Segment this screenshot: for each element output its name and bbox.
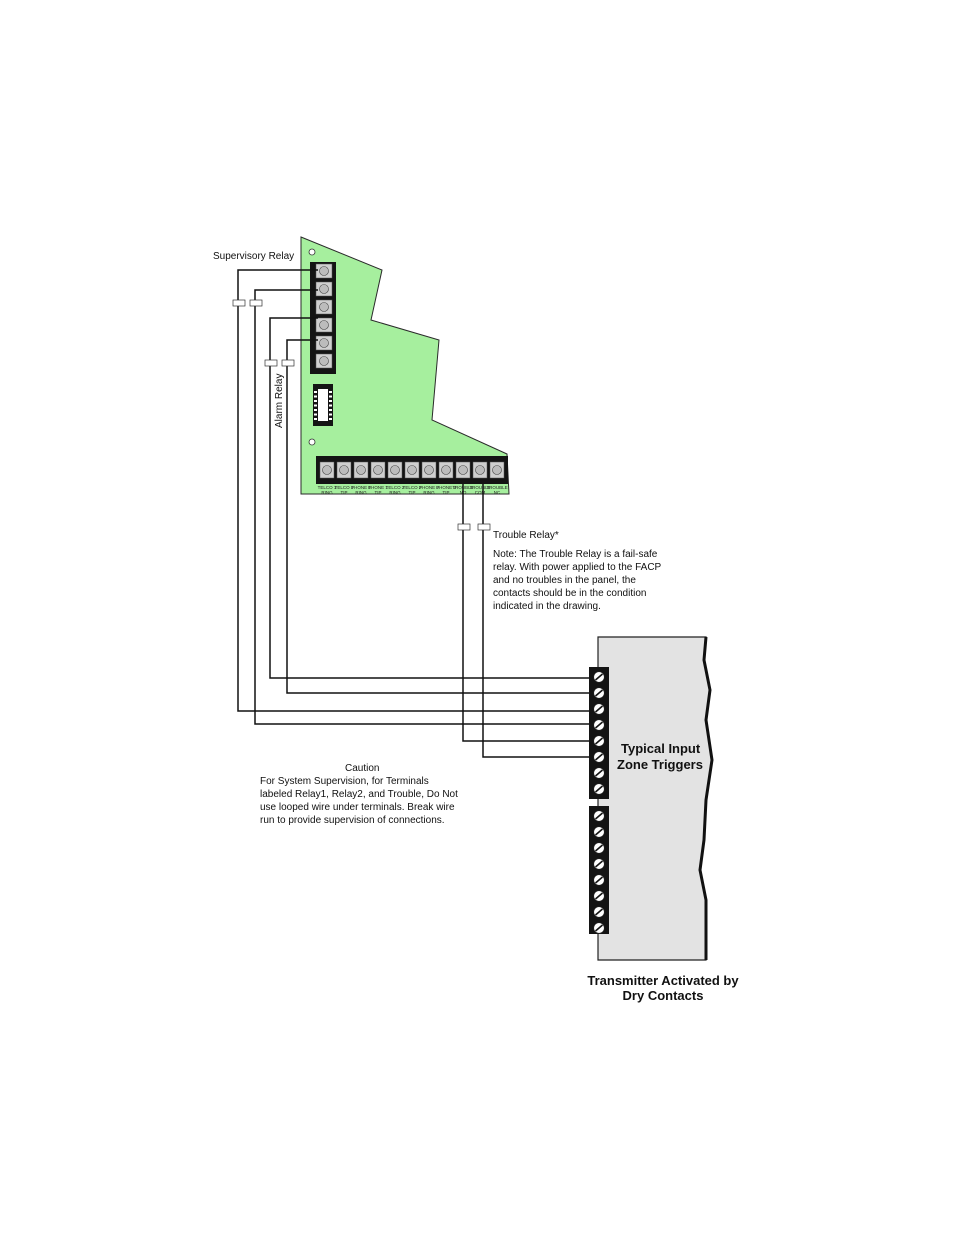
board-terminal-label: COM bbox=[474, 490, 486, 495]
mounting-hole-bottom bbox=[309, 439, 315, 445]
screw-head bbox=[320, 357, 329, 366]
board-terminal-label: TELCO 1 bbox=[334, 485, 354, 490]
board-terminal-label: TELCO 2 bbox=[402, 485, 422, 490]
mounting-hole-top bbox=[309, 249, 315, 255]
board-terminal-label: TROUBLE bbox=[469, 485, 491, 490]
alarm-relay-label: Alarm Relay bbox=[274, 373, 285, 428]
note-line: indicated in the drawing. bbox=[493, 601, 601, 612]
board-terminal-labels bbox=[318, 485, 508, 495]
zone-triggers-label: Zone Triggers bbox=[617, 757, 703, 772]
board-terminal-label: TIP bbox=[340, 490, 348, 495]
screw-head bbox=[320, 339, 329, 348]
trouble-wire-2 bbox=[483, 484, 597, 757]
chip-pin bbox=[329, 414, 332, 416]
chip-pin bbox=[329, 418, 332, 420]
board-terminal-label: TIP bbox=[442, 490, 450, 495]
screw-head bbox=[391, 466, 400, 475]
note-line: relay. With power applied to the FACP bbox=[493, 562, 662, 573]
board-terminal-label: RING bbox=[423, 490, 435, 495]
board-terminal-label: TELCO 1 bbox=[317, 485, 337, 490]
caution-line: run to provide supervision of connections. bbox=[260, 815, 445, 826]
chip-pin bbox=[314, 391, 317, 393]
screw-head bbox=[323, 466, 332, 475]
chip-pin bbox=[314, 409, 317, 411]
caution-line: labeled Relay1, Relay2, and Trouble, Do Not bbox=[260, 789, 458, 800]
screw-head bbox=[442, 466, 451, 475]
trouble-note bbox=[493, 549, 662, 612]
input-terminal-strip-lower bbox=[589, 806, 609, 934]
screw-head bbox=[340, 466, 349, 475]
screw-head bbox=[425, 466, 434, 475]
chip-pin bbox=[314, 418, 317, 420]
dip-chip bbox=[313, 384, 333, 426]
board-terminal-label: RING bbox=[355, 490, 367, 495]
board-terminal-label: TELCO 2 bbox=[385, 485, 405, 490]
board-terminal-label: TIP bbox=[374, 490, 382, 495]
board-terminal-label: PHONE 1 bbox=[351, 485, 371, 490]
caution-title: Caution bbox=[345, 763, 380, 774]
typical-input-label: Typical Input bbox=[621, 741, 701, 756]
chip-pin bbox=[314, 414, 317, 416]
screw-head bbox=[320, 321, 329, 330]
transmitter-label: Transmitter Activated by bbox=[587, 973, 739, 988]
bottom-terminal-block bbox=[316, 456, 508, 484]
screw-head bbox=[459, 466, 468, 475]
screw-head bbox=[493, 466, 502, 475]
board-terminal-label: RING bbox=[321, 490, 333, 495]
board-terminal-label: TROUBLE bbox=[486, 485, 508, 490]
screw-head bbox=[408, 466, 417, 475]
screw-head bbox=[320, 303, 329, 312]
input-terminal-strip-upper bbox=[589, 667, 609, 799]
chip-pin bbox=[314, 400, 317, 402]
supervisory-relay-label: Supervisory Relay bbox=[213, 251, 295, 262]
board-terminal-label: PHONE 1 bbox=[368, 485, 388, 490]
note-line: contacts should be in the condition bbox=[493, 588, 647, 599]
chip-pin bbox=[329, 409, 332, 411]
board-terminal-label: RING bbox=[389, 490, 401, 495]
caution-line: For System Supervision, for Terminals bbox=[260, 776, 429, 787]
note-line: Note: The Trouble Relay is a fail-safe bbox=[493, 549, 658, 560]
chip-pin bbox=[329, 405, 332, 407]
screw-head bbox=[320, 285, 329, 294]
screw-head bbox=[320, 267, 329, 276]
board-terminal-label: TROUBLE bbox=[452, 485, 474, 490]
transmitter-panel bbox=[598, 637, 712, 960]
dry-contacts-label: Dry Contacts bbox=[622, 988, 704, 1003]
board-terminal-label: NC bbox=[493, 490, 501, 495]
chip-pin bbox=[329, 396, 332, 398]
chip-pin bbox=[314, 396, 317, 398]
board-terminal-label: NO bbox=[459, 490, 467, 495]
trouble-relay-label: Trouble Relay* bbox=[493, 530, 559, 541]
chip-pin bbox=[329, 400, 332, 402]
board-terminal-label: PHONE 2 bbox=[436, 485, 456, 490]
note-line: and no troubles in the panel, the bbox=[493, 575, 636, 586]
caution-line: use looped wire under terminals. Break wire bbox=[260, 802, 455, 813]
screw-head bbox=[374, 466, 383, 475]
screw-head bbox=[357, 466, 366, 475]
chip-pin bbox=[314, 405, 317, 407]
screw-head bbox=[476, 466, 485, 475]
caution-block bbox=[260, 763, 458, 826]
board-terminal-label: PHONE 2 bbox=[419, 485, 439, 490]
board-terminal-label: TIP bbox=[408, 490, 416, 495]
chip-pin bbox=[329, 391, 332, 393]
